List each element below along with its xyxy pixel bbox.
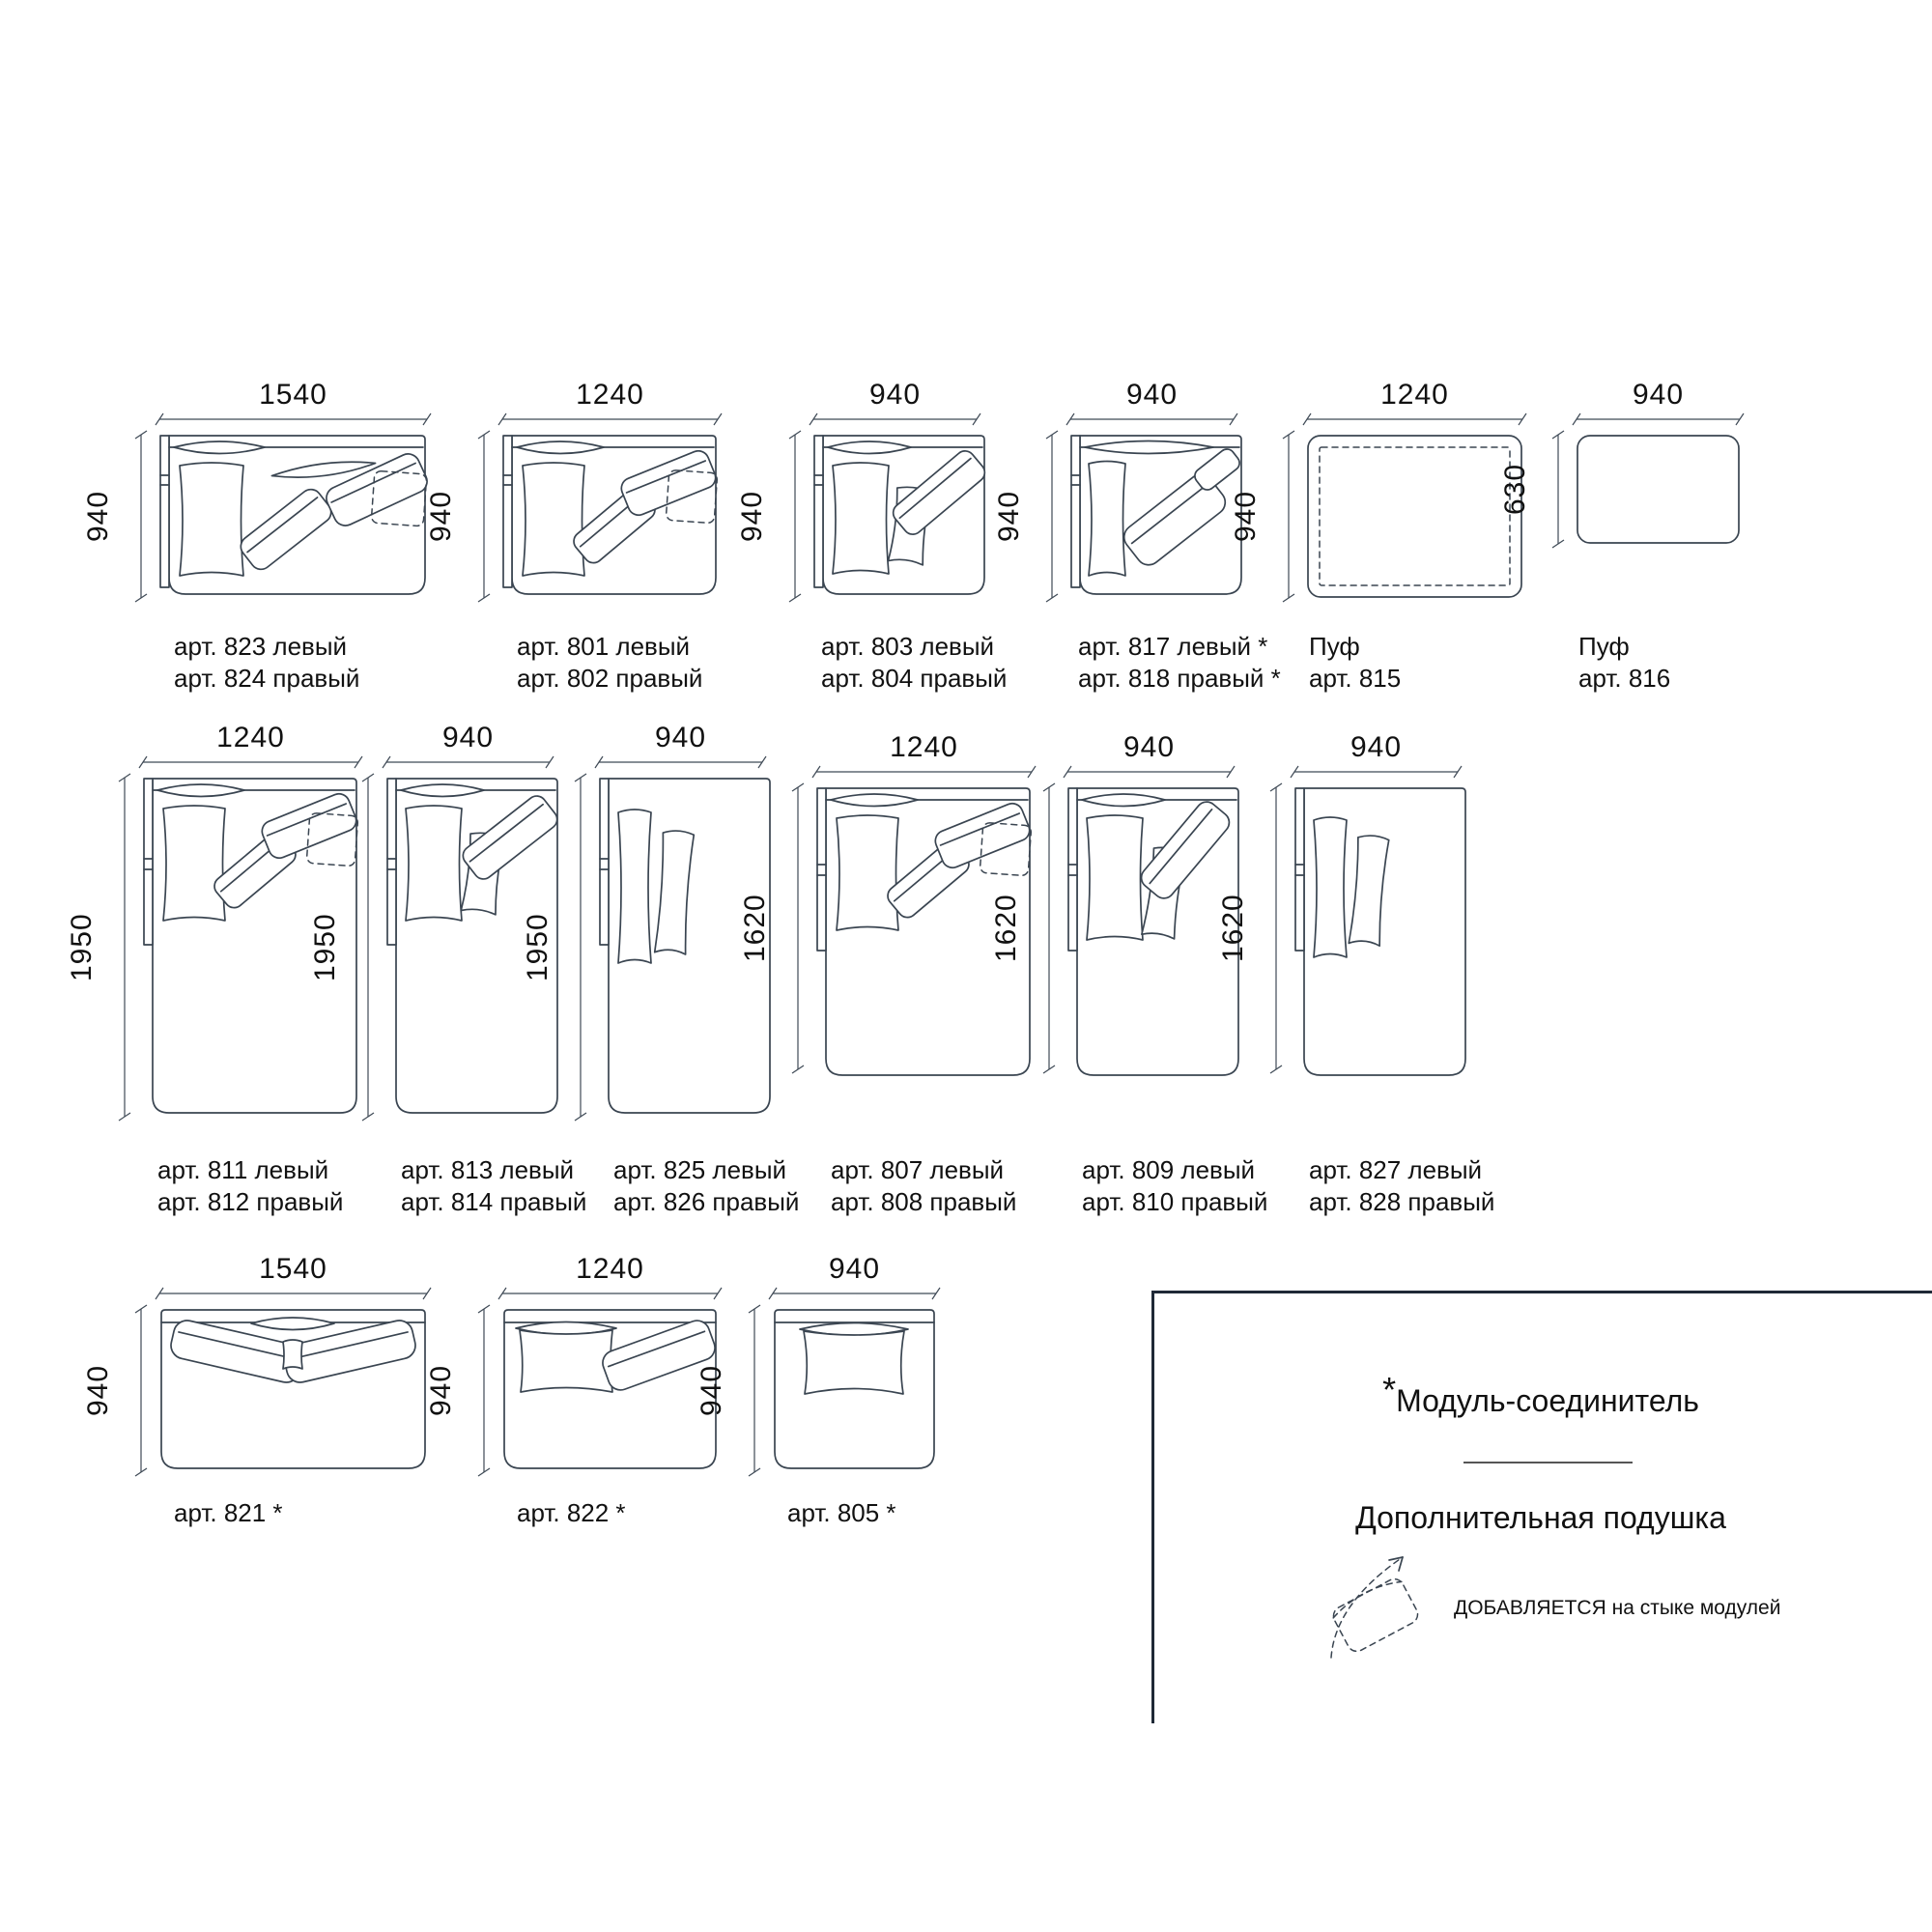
pouf-top-view-815 xyxy=(1307,435,1522,598)
module-caption: арт. 825 левый арт. 826 правый xyxy=(613,1155,800,1216)
module-caption: арт. 813 левый арт. 814 правый xyxy=(401,1155,587,1216)
height-dimension-line xyxy=(476,1304,492,1477)
height-dimension-line xyxy=(1044,430,1060,603)
width-dimension-label: 1540 xyxy=(259,379,327,411)
sofa-top-view-805 xyxy=(773,1309,936,1472)
module-816-pouf xyxy=(1499,379,1740,693)
width-dimension-line xyxy=(811,764,1037,780)
height-dimension-label: 1950 xyxy=(66,913,98,981)
height-dimension-line xyxy=(133,1304,149,1477)
width-dimension-line xyxy=(1063,764,1236,780)
height-dimension-label: 940 xyxy=(425,490,457,543)
width-dimension-line xyxy=(809,412,981,427)
module-817 xyxy=(993,379,1281,693)
width-dimension-line xyxy=(155,1286,432,1301)
module-822 xyxy=(425,1253,718,1527)
width-dimension-line xyxy=(155,412,432,427)
width-dimension-label: 940 xyxy=(654,722,707,753)
width-dimension-line xyxy=(497,412,723,427)
legend-divider xyxy=(1463,1462,1633,1463)
height-dimension-label: 940 xyxy=(82,1364,114,1417)
width-dimension-line xyxy=(1290,764,1463,780)
height-dimension-line xyxy=(360,773,376,1122)
module-caption: арт. 803 левый арт. 804 правый xyxy=(821,632,1008,693)
height-dimension-line xyxy=(476,430,492,603)
height-dimension-label: 940 xyxy=(736,490,768,543)
height-dimension-label: 630 xyxy=(1499,463,1531,516)
height-dimension-line xyxy=(133,430,149,603)
height-dimension-line xyxy=(1041,782,1057,1074)
width-dimension-line xyxy=(1572,412,1745,427)
module-803 xyxy=(736,379,1008,693)
height-dimension-label: 1620 xyxy=(990,894,1022,963)
sofa-top-view-803 xyxy=(813,435,986,598)
sofa-top-view-821 xyxy=(159,1309,427,1472)
legend-subtitle: Дополнительная подушка xyxy=(1355,1500,1726,1535)
height-dimension-label: 1950 xyxy=(522,913,554,981)
module-caption: арт. 821 * xyxy=(174,1498,283,1527)
legend-box-top-border xyxy=(1151,1291,1932,1293)
height-dimension-line xyxy=(1550,430,1566,549)
width-dimension-line xyxy=(768,1286,941,1301)
width-dimension-line xyxy=(138,754,363,770)
module-caption: арт. 807 левый арт. 808 правый xyxy=(831,1155,1017,1216)
legend-box-left-border xyxy=(1151,1291,1154,1723)
height-dimension-label: 940 xyxy=(82,490,114,543)
width-dimension-label: 1240 xyxy=(1380,379,1449,411)
width-dimension-line xyxy=(1302,412,1527,427)
height-dimension-line xyxy=(747,1304,762,1477)
width-dimension-line xyxy=(1065,412,1238,427)
sofa-top-view-817 xyxy=(1070,435,1243,598)
module-caption: арт. 823 левый арт. 824 правый xyxy=(174,632,360,693)
height-dimension-label: 1620 xyxy=(1217,894,1249,963)
height-dimension-label: 940 xyxy=(696,1364,727,1417)
height-dimension-label: 1620 xyxy=(739,894,771,963)
height-dimension-line xyxy=(1268,782,1284,1074)
module-821 xyxy=(82,1253,427,1527)
sofa-top-view-827 xyxy=(1294,787,1467,1079)
module-caption: Пуф арт. 816 xyxy=(1578,632,1671,693)
module-815-pouf xyxy=(1230,379,1522,693)
width-dimension-label: 940 xyxy=(1125,379,1179,411)
module-caption: арт. 801 левый арт. 802 правый xyxy=(517,632,703,693)
sofa-top-view-822 xyxy=(502,1309,718,1472)
width-dimension-label: 940 xyxy=(1632,379,1685,411)
legend-title: *Модуль-соединитель xyxy=(1382,1370,1699,1418)
height-dimension-line xyxy=(117,773,132,1122)
module-823 xyxy=(82,379,427,693)
width-dimension-line xyxy=(497,1286,723,1301)
width-dimension-label: 1240 xyxy=(576,1253,644,1285)
legend-note: ДОБАВЛЯЕТСЯ на стыке модулей xyxy=(1454,1597,1781,1619)
width-dimension-label: 940 xyxy=(1350,731,1403,763)
module-809 xyxy=(990,731,1268,1216)
module-827 xyxy=(1217,731,1495,1216)
sofa-top-view-801 xyxy=(502,435,718,598)
width-dimension-label: 940 xyxy=(441,722,495,753)
module-801 xyxy=(425,379,718,693)
height-dimension-label: 940 xyxy=(993,490,1025,543)
height-dimension-line xyxy=(573,773,588,1122)
width-dimension-label: 1540 xyxy=(259,1253,327,1285)
height-dimension-line xyxy=(1281,430,1296,603)
module-caption: арт. 805 * xyxy=(787,1498,896,1527)
module-caption: арт. 809 левый арт. 810 правый xyxy=(1082,1155,1268,1216)
width-dimension-label: 1240 xyxy=(216,722,285,753)
width-dimension-label: 940 xyxy=(828,1253,881,1285)
height-dimension-label: 940 xyxy=(1230,490,1262,543)
width-dimension-line xyxy=(382,754,554,770)
asterisk-mark: * xyxy=(1382,1370,1397,1409)
module-caption: арт. 817 левый * арт. 818 правый * xyxy=(1078,632,1281,693)
module-caption: Пуф арт. 815 xyxy=(1309,632,1402,693)
width-dimension-label: 1240 xyxy=(890,731,958,763)
height-dimension-line xyxy=(790,782,806,1074)
height-dimension-line xyxy=(787,430,803,603)
module-caption: арт. 822 * xyxy=(517,1498,626,1527)
pouf-top-view-816 xyxy=(1577,435,1740,544)
width-dimension-label: 940 xyxy=(1122,731,1176,763)
height-dimension-label: 1950 xyxy=(309,913,341,981)
sofa-top-view-823 xyxy=(159,435,427,598)
height-dimension-label: 940 xyxy=(425,1364,457,1417)
module-805 xyxy=(696,1253,936,1527)
width-dimension-label: 1240 xyxy=(576,379,644,411)
width-dimension-label: 940 xyxy=(868,379,922,411)
module-caption: арт. 811 левый арт. 812 правый xyxy=(157,1155,344,1216)
module-caption: арт. 827 левый арт. 828 правый xyxy=(1309,1155,1495,1216)
extra-cushion-sketch-icon xyxy=(1316,1534,1470,1669)
width-dimension-line xyxy=(594,754,767,770)
